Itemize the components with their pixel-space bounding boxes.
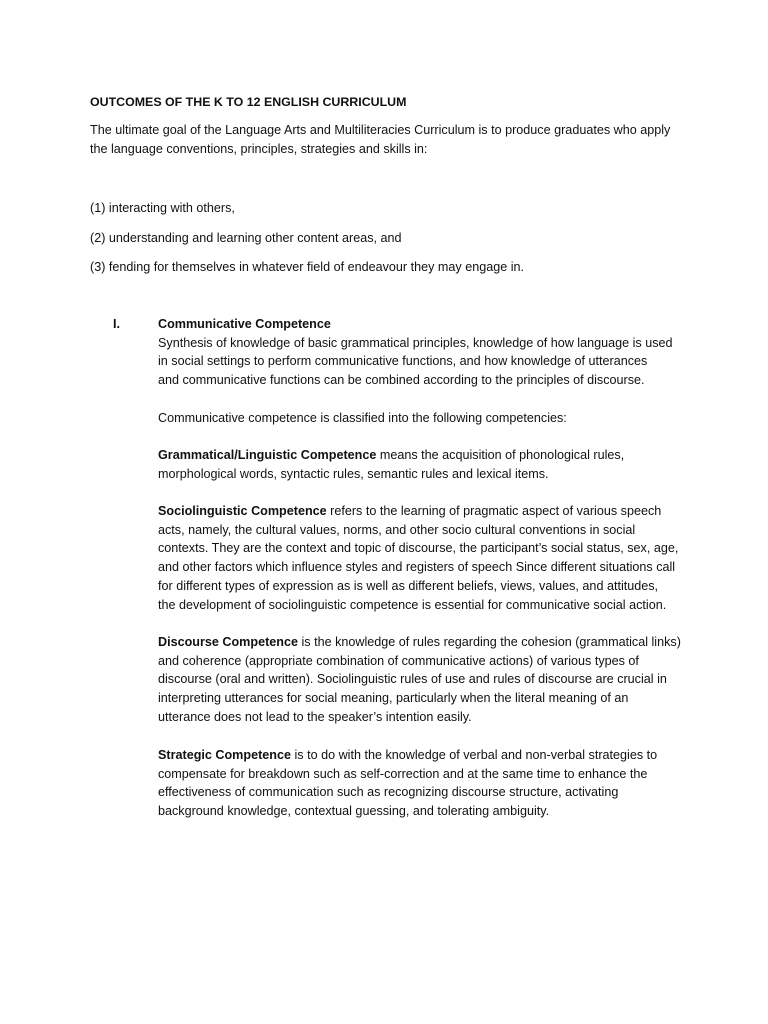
section-intro: [158, 315, 698, 390]
competency-line: compensate for breakdown such as self-correction and at the same time to enhance the: [158, 766, 648, 781]
competency-line: acts, namely, the cultural values, norms, and other socio cultural conventions in social: [158, 522, 636, 537]
intro-line: the language conventions, principles, strategies and skills in:: [90, 142, 428, 156]
classification-paragraph: [158, 409, 698, 428]
outcome-item-2: (2) understanding and learning other content areas, and: [90, 231, 402, 245]
competency-line: and other factors which influence styles and registers of speech Since different situations call: [158, 560, 676, 575]
competency-grammatical: [158, 446, 698, 483]
competency-line: effectiveness of communication such as recognizing discourse structure, activating: [158, 785, 619, 800]
competency-first-line: [158, 633, 698, 652]
competency-text: means the acquisition of phonological rules,: [376, 448, 625, 462]
competency-term: Grammatical/Linguistic Competence: [158, 448, 377, 462]
competency-line: the development of sociolinguistic competence is essential for communicative social action.: [158, 597, 667, 612]
competency-line: background knowledge, contextual guessing, and tolerating ambiguity.: [158, 804, 550, 819]
competency-line: interpreting utterances for social meaning, particularly when the literal meaning of an: [158, 691, 629, 706]
outcome-item-1: (1) interacting with others,: [90, 201, 235, 215]
competency-strategic: [158, 746, 698, 821]
intro-paragraph: [90, 121, 690, 159]
competency-text: refers to the learning of pragmatic aspect of various speech: [326, 504, 662, 518]
definition-line: in social settings to perform communicative functions, and how knowledge of utterances: [158, 354, 648, 369]
competency-first-line: [158, 502, 698, 521]
competency-line: contexts. They are the context and topic of discourse, the participant’s social status, sex, age,: [158, 541, 679, 556]
competency-term: Sociolinguistic Competence: [158, 504, 327, 518]
intro-line: The ultimate goal of the Language Arts and Multiliteracies Curriculum is to produce graduates who apply: [90, 123, 671, 137]
competency-sociolinguistic: [158, 502, 698, 614]
document-title: OUTCOMES OF THE K TO 12 ENGLISH CURRICULUM: [90, 95, 407, 109]
competency-line: morphological words, syntactic rules, semantic rules and lexical items.: [158, 466, 549, 481]
competency-discourse: [158, 633, 698, 727]
competency-line: and coherence (appropriate combination of communicative actions) of various types of: [158, 653, 639, 668]
definition-line: Synthesis of knowledge of basic grammatical principles, knowledge of how language is used: [158, 335, 673, 350]
competency-first-line: [158, 446, 698, 465]
competency-text: is the knowledge of rules regarding the cohesion (grammatical links): [297, 635, 681, 649]
competency-term: Strategic Competence: [158, 748, 291, 762]
section-heading: Communicative Competence: [158, 317, 331, 331]
competency-line: discourse (oral and written). Sociolinguistic rules of use and rules of discourse are crucial in: [158, 672, 667, 687]
competency-line: for different types of expression as is well as different beliefs, views, values, and attitudes,: [158, 578, 659, 593]
competency-text: is to do with the knowledge of verbal and non-verbal strategies to: [290, 748, 658, 762]
definition-line: and communicative functions can be combined according to the principles of discourse.: [158, 373, 645, 388]
outcome-item-3: (3) fending for themselves in whatever field of endeavour they may engage in.: [90, 260, 525, 274]
competency-term: Discourse Competence: [158, 635, 298, 649]
section-number: I.: [113, 317, 120, 331]
classification-text: Communicative competence is classified into the following competencies:: [158, 411, 567, 425]
competency-first-line: [158, 746, 698, 765]
competency-line: utterance does not lead to the speaker’s intention easily.: [158, 709, 472, 724]
